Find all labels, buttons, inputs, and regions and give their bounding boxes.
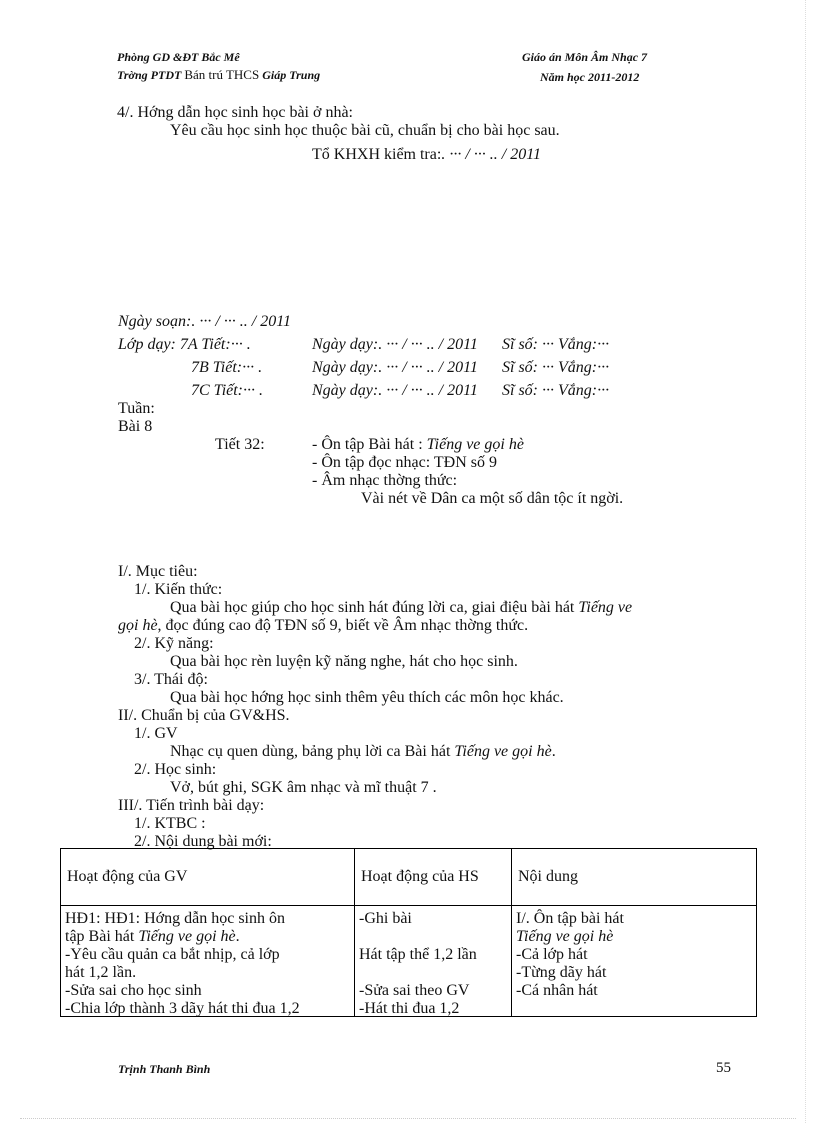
header-department: Phòng GD &ĐT Bắc Mê [117,50,240,64]
knowledge-line2-text: , đọc đúng cao độ TĐN số 9, biết về Âm nhạc thờng thức. [157,617,529,634]
section4-body: Yêu cầu học sinh học thuộc bài cũ, chuẩn bị cho bài học sau. [170,122,560,139]
gv-line3: -Yêu cầu quản ca bắt nhịp, cả lớp [65,946,280,963]
nd-line4: -Từng dãy hát [516,964,607,981]
topic-song [312,436,524,454]
nd-line3: -Cả lớp hát [516,946,588,963]
section4-title: 4/. Hớng dẫn học sinh học bài ở nhà: [117,104,353,121]
page-bottom-border [20,1118,796,1119]
topic-music-knowledge: - Âm nhạc thờng thức: [312,472,458,489]
gv-body-song: Tiếng ve gọi hè [454,743,552,760]
header-content: Nội dung [512,849,757,906]
preparation-title: II/. Chuẩn bị của GV&HS. [118,707,290,724]
class-7c: 7C Tiết:··· . [191,382,264,399]
class-7b: 7B Tiết:··· . [191,359,263,376]
hs-line1: -Ghi bài [359,910,412,927]
si-so-7c: Sĩ số: ··· Vắng:··· [502,382,610,399]
tuan: Tuần: [118,400,155,417]
hs-line2: Hát tập thể 1,2 lần [359,946,477,963]
header-school-a: Trờng PTDT [117,68,182,82]
process-step1: 1/. KTBC : [134,815,206,832]
gv-line5: -Sửa sai cho học sinh [65,982,202,999]
hs-title: 2/. Học sinh: [134,761,217,778]
table-row [61,906,757,1017]
header-subject: Giáo án Môn Âm Nhạc 7 [522,50,648,64]
footer-author: Trịnh Thanh Bình [118,1062,211,1076]
gv-line2-end: . [235,928,240,945]
nd-line1: I/. Ôn tập bài hát [516,910,624,927]
hs-line4: -Hát thi đua 1,2 [359,1000,460,1016]
header-school-c: Giáp Trung [262,68,321,82]
gv-line2 [65,928,350,946]
nd-line2: Tiếng ve gọi hè [516,928,614,945]
section4-check-date: . ··· / ··· .. / 2011 [441,146,542,163]
page-number: 55 [716,1060,731,1076]
knowledge-line1-song: Tiếng ve [578,599,633,616]
objectives-title: I/. Mục tiêu: [118,563,198,580]
knowledge-title: 1/. Kiến thức: [134,581,223,598]
cell-content [512,906,757,1017]
header-school [117,67,320,83]
section4-check [312,146,541,164]
topic-music-detail: Vài nét về Dân ca một số dân tộc ít ngời. [361,490,624,507]
knowledge-line2 [118,617,528,635]
knowledge-line1 [170,599,632,617]
gv-line1: HĐ1: HĐ1: Hớng dẫn học sinh ôn [65,910,285,927]
gv-line2-text: tập Bài hát [65,928,139,945]
cell-hs [355,906,512,1017]
gv-body-end: . [551,743,556,760]
header-year: Năm học 2011-2012 [540,70,640,84]
topic-song-prefix: - Ôn tập Bài hát : [312,436,427,453]
knowledge-line1-text: Qua bài học giúp cho học sinh hát đúng lời ca, giai điệu bài hát [170,599,579,616]
attitude-title: 3/. Thái độ: [134,671,208,688]
header-gv: Hoạt động của GV [61,849,355,906]
si-so-7b: Sĩ số: ··· Vắng:··· [502,359,610,376]
class-7a: Lớp dạy: 7A Tiết:··· . [118,336,251,353]
topic-song-title: Tiếng ve gọi hè [426,436,524,453]
gv-line2-song: Tiếng ve gọi hè [138,928,236,945]
table-header-row [61,849,757,906]
process-title: III/. Tiến trình bài dạy: [118,797,265,814]
knowledge-line2-song: gọi hè [118,617,158,634]
gv-line4: hát 1,2 lần. [65,964,137,981]
cell-gv [61,906,355,1017]
ngay-soan: Ngày soạn:. ··· / ··· .. / 2011 [118,313,292,330]
hs-body: Vở, bút ghi, SGK âm nhạc và mĩ thuật 7 . [170,779,437,796]
activity-table [60,848,757,1017]
si-so-7a: Sĩ số: ··· Vắng:··· [502,336,610,353]
gv-body-text: Nhạc cụ quen dùng, bảng phụ lời ca Bài hát [170,743,455,760]
attitude-body: Qua bài học hớng học sinh thêm yêu thích các môn học khác. [170,689,564,706]
ngay-day-7c: Ngày dạy:. ··· / ··· .. / 2011 [312,382,478,399]
bai: Bài 8 [118,418,153,435]
gv-body [170,743,556,761]
header-hs: Hoạt động của HS [355,849,512,906]
section4-check-label: Tổ KHXH kiểm tra: [312,146,442,163]
skills-body: Qua bài học rèn luyện kỹ năng nghe, hát cho học sinh. [170,653,518,670]
gv-title: 1/. GV [134,725,178,742]
nd-line5: -Cá nhân hát [516,982,598,999]
hs-line3: -Sửa sai theo GV [359,982,470,999]
gv-line6: -Chia lớp thành 3 dãy hát thi đua 1,2 [65,1000,300,1016]
process-step2: 2/. Nội dung bài mới: [134,833,272,850]
skills-title: 2/. Kỹ năng: [134,635,214,652]
tiet: Tiết 32: [215,436,265,453]
ngay-day-7a: Ngày dạy:. ··· / ··· .. / 2011 [312,336,478,353]
topic-reading: - Ôn tập đọc nhạc: TĐN số 9 [312,454,497,471]
header-school-b: Bán trú THCS [184,67,260,82]
ngay-day-7b: Ngày dạy:. ··· / ··· .. / 2011 [312,359,478,376]
page-right-border [805,0,806,1123]
